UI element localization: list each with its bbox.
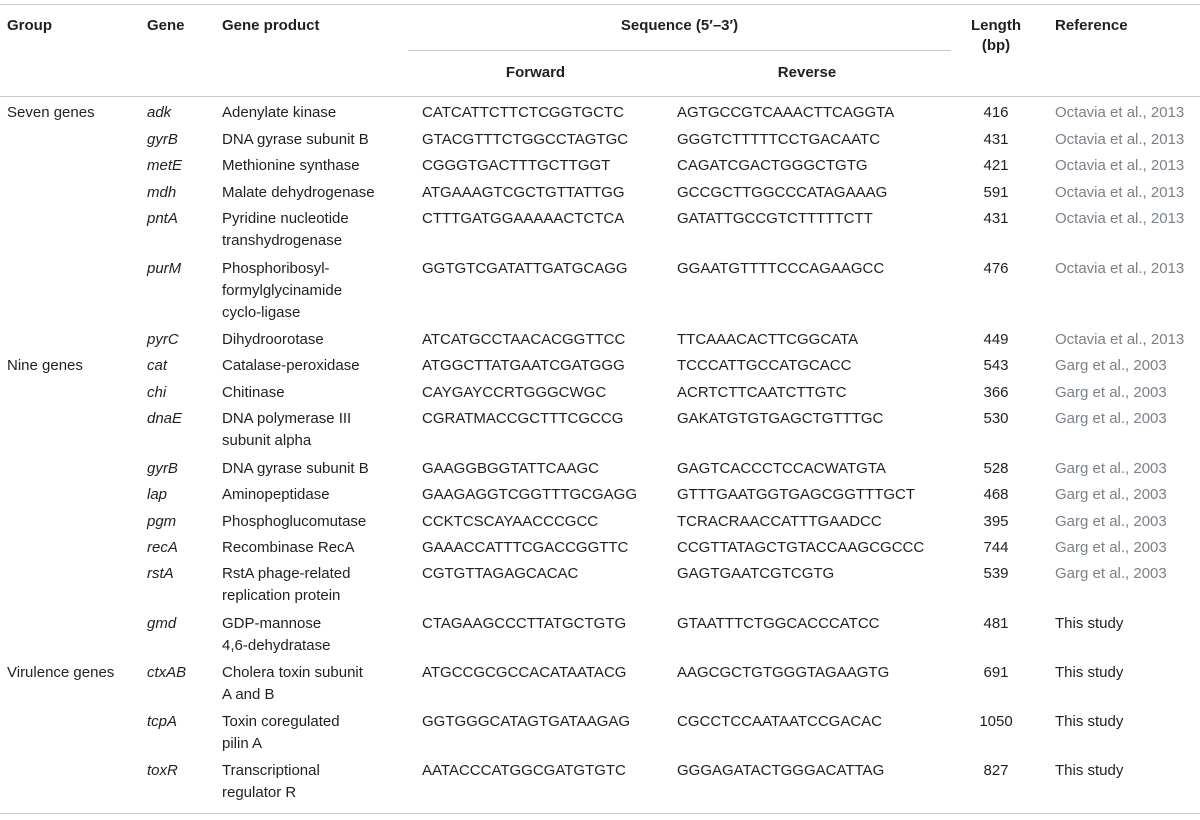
reference-cell: Octavia et al., 2013 [1055, 260, 1185, 277]
header-reverse: Reverse [777, 64, 837, 81]
reference-cell: Garg et al., 2003 [1055, 486, 1167, 503]
reverse-primer-cell: GAGTCACCCTCCACWATGTA [677, 460, 886, 477]
gene-cell: metE [147, 157, 183, 174]
gene-cell: toxR [147, 762, 178, 779]
reference-cell: Garg et al., 2003 [1055, 539, 1167, 556]
header-reference: Reference [1055, 17, 1128, 34]
forward-primer-cell: GAAGGBGGTATTCAAGC [422, 460, 599, 477]
gene-product-cell: DNA gyrase subunit B [222, 131, 369, 148]
forward-primer-cell: CATCATTCTTCTCGGTGCTC [422, 104, 624, 121]
length-cell: 691 [983, 664, 1009, 681]
gene-product-cell: Dihydroorotase [222, 331, 324, 348]
length-cell: 530 [983, 410, 1009, 427]
header-gene-product: Gene product [222, 17, 320, 34]
forward-primer-cell: ATCATGCCTAACACGGTTCC [422, 331, 626, 348]
gene-cell: tcpA [147, 713, 178, 730]
reverse-primer-cell: CAGATCGACTGGGCTGTG [677, 157, 868, 174]
forward-primer-cell: CAYGAYCCRTGGGCWGC [422, 384, 607, 401]
gene-product-cell: RstA phage-related replication protein [222, 565, 351, 604]
gene-product-cell: Catalase-peroxidase [222, 357, 360, 374]
length-cell: 421 [983, 157, 1009, 174]
length-cell: 744 [983, 539, 1009, 556]
reference-cell: This study [1055, 762, 1124, 779]
gene-cell: purM [147, 260, 182, 277]
reverse-primer-cell: GTAATTTCTGGCACCCATCC [677, 615, 880, 632]
forward-primer-cell: GGTGGGCATAGTGATAAGAG [422, 713, 631, 730]
length-cell: 366 [983, 384, 1009, 401]
forward-primer-cell: GAAGAGGTCGGTTTGCGAGG [422, 486, 638, 503]
gene-product-cell: GDP-mannose 4,6-dehydratase [222, 615, 331, 654]
gene-cell: dnaE [147, 410, 183, 427]
gene-product-cell: Aminopeptidase [222, 486, 330, 503]
forward-primer-cell: GAAACCATTTCGACCGGTTC [422, 539, 629, 556]
forward-primer-cell: CTAGAAGCCCTTATGCTGTG [422, 615, 627, 632]
gene-cell: gyrB [147, 131, 178, 148]
length-cell: 395 [983, 513, 1009, 530]
reverse-primer-cell: CGCCTCCAATAATCCGACAC [677, 713, 883, 730]
forward-primer-cell: AATACCCATGGCGATGTGTC [422, 762, 626, 779]
group-cell: Virulence genes [7, 664, 115, 681]
gene-cell: ctxAB [147, 664, 187, 681]
reverse-primer-cell: TCRACRAACCATTTGAADCC [677, 513, 882, 530]
length-cell: 539 [983, 565, 1009, 582]
gene-product-cell: DNA gyrase subunit B [222, 460, 369, 477]
header-sequence: Sequence (5′–3′) [620, 17, 739, 34]
forward-primer-cell: CGGGTGACTTTGCTTGGT [422, 157, 611, 174]
gene-product-cell: Toxin coregulated pilin A [222, 713, 340, 752]
reverse-primer-cell: GTTTGAATGGTGAGCGGTTTGCT [677, 486, 916, 503]
gene-cell: recA [147, 539, 178, 556]
length-cell: 431 [983, 131, 1009, 148]
header-length-unit: (bp) [981, 37, 1011, 54]
length-cell: 591 [983, 184, 1009, 201]
group-cell: Seven genes [7, 104, 95, 121]
reverse-primer-cell: GATATTGCCGTCTTTTTCTT [677, 210, 873, 227]
length-cell: 543 [983, 357, 1009, 374]
reference-cell: Octavia et al., 2013 [1055, 104, 1185, 121]
reference-cell: Garg et al., 2003 [1055, 565, 1167, 582]
gene-cell: pgm [147, 513, 177, 530]
length-cell: 528 [983, 460, 1009, 477]
reference-cell: Garg et al., 2003 [1055, 384, 1167, 401]
reverse-primer-cell: ACRTCTTCAATCTTGTC [677, 384, 847, 401]
gene-cell: pntA [147, 210, 178, 227]
length-cell: 827 [983, 762, 1009, 779]
sequence-subrule [408, 50, 951, 51]
gene-product-cell: Phosphoribosyl- formylglycinamide cyclo-ligase [222, 260, 343, 321]
gene-cell: adk [147, 104, 172, 121]
reference-cell: This study [1055, 664, 1124, 681]
forward-primer-cell: CGTGTTAGAGCACAC [422, 565, 579, 582]
gene-product-cell: Phosphoglucomutase [222, 513, 367, 530]
length-cell: 431 [983, 210, 1009, 227]
gene-cell: chi [147, 384, 167, 401]
header-forward: Forward [505, 64, 566, 81]
reference-cell: This study [1055, 713, 1124, 730]
gene-cell: cat [147, 357, 168, 374]
reference-cell: Garg et al., 2003 [1055, 357, 1167, 374]
gene-product-cell: Cholera toxin subunit A and B [222, 664, 363, 703]
gene-product-cell: DNA polymerase III subunit alpha [222, 410, 352, 449]
reference-cell: Garg et al., 2003 [1055, 513, 1167, 530]
gene-product-cell: Methionine synthase [222, 157, 360, 174]
gene-cell: pyrC [147, 331, 179, 348]
length-cell: 1050 [979, 713, 1013, 730]
gene-product-cell: Pyridine nucleotide transhydrogenase [222, 210, 349, 249]
forward-primer-cell: CCKTCSCAYAACCCGCC [422, 513, 599, 530]
gene-cell: rstA [147, 565, 174, 582]
gene-product-cell: Transcriptional regulator R [222, 762, 320, 801]
gene-product-cell: Adenylate kinase [222, 104, 337, 121]
reverse-primer-cell: GCCGCTTGGCCCATAGAAAG [677, 184, 888, 201]
reverse-primer-cell: GGGTCTTTTTCCTGACAATC [677, 131, 881, 148]
reverse-primer-cell: TCCCATTGCCATGCACC [677, 357, 852, 374]
reverse-primer-cell: AAGCGCTGTGGGTAGAAGTG [677, 664, 890, 681]
reverse-primer-cell: GAGTGAATCGTCGTG [677, 565, 835, 582]
forward-primer-cell: ATGGCTTATGAATCGATGGG [422, 357, 625, 374]
forward-primer-cell: GTACGTTTCTGGCCTAGTGC [422, 131, 629, 148]
forward-primer-cell: CGRATMACCGCTTTCGCCG [422, 410, 624, 427]
gene-product-cell: Recombinase RecA [222, 539, 355, 556]
gene-cell: gyrB [147, 460, 178, 477]
reference-cell: Octavia et al., 2013 [1055, 210, 1185, 227]
forward-primer-cell: GGTGTCGATATTGATGCAGG [422, 260, 628, 277]
reference-cell: Octavia et al., 2013 [1055, 331, 1185, 348]
forward-primer-cell: ATGCCGCGCCACATAATACG [422, 664, 627, 681]
gene-product-cell: Chitinase [222, 384, 285, 401]
forward-primer-cell: CTTTGATGGAAAAACTCTCA [422, 210, 625, 227]
forward-primer-cell: ATGAAAGTCGCTGTTATTGG [422, 184, 625, 201]
top-rule [0, 4, 1200, 5]
length-cell: 468 [983, 486, 1009, 503]
length-cell: 449 [983, 331, 1009, 348]
length-cell: 416 [983, 104, 1009, 121]
reference-cell: Octavia et al., 2013 [1055, 131, 1185, 148]
gene-product-cell: Malate dehydrogenase [222, 184, 375, 201]
header-gene: Gene [147, 17, 185, 34]
reference-cell: Garg et al., 2003 [1055, 410, 1167, 427]
reverse-primer-cell: GGGAGATACTGGGACATTAG [677, 762, 885, 779]
reverse-primer-cell: CCGTTATAGCTGTACCAAGCGCCC [677, 539, 925, 556]
reverse-primer-cell: AGTGCCGTCAAACTTCAGGTA [677, 104, 895, 121]
bottom-rule [0, 813, 1200, 814]
reference-cell: Octavia et al., 2013 [1055, 184, 1185, 201]
length-cell: 481 [983, 615, 1009, 632]
length-cell: 476 [983, 260, 1009, 277]
reverse-primer-cell: TTCAAACACTTCGGCATA [677, 331, 859, 348]
reverse-primer-cell: GGAATGTTTTCCCAGAAGCC [677, 260, 885, 277]
header-rule [0, 96, 1200, 97]
header-group: Group [7, 17, 52, 34]
header-length: Length [971, 17, 1021, 34]
reference-cell: Garg et al., 2003 [1055, 460, 1167, 477]
gene-cell: mdh [147, 184, 177, 201]
gene-cell: gmd [147, 615, 177, 632]
gene-cell: lap [147, 486, 168, 503]
group-cell: Nine genes [7, 357, 83, 374]
reference-cell: Octavia et al., 2013 [1055, 157, 1185, 174]
reference-cell: This study [1055, 615, 1124, 632]
reverse-primer-cell: GAKATGTGTGAGCTGTTTGC [677, 410, 884, 427]
